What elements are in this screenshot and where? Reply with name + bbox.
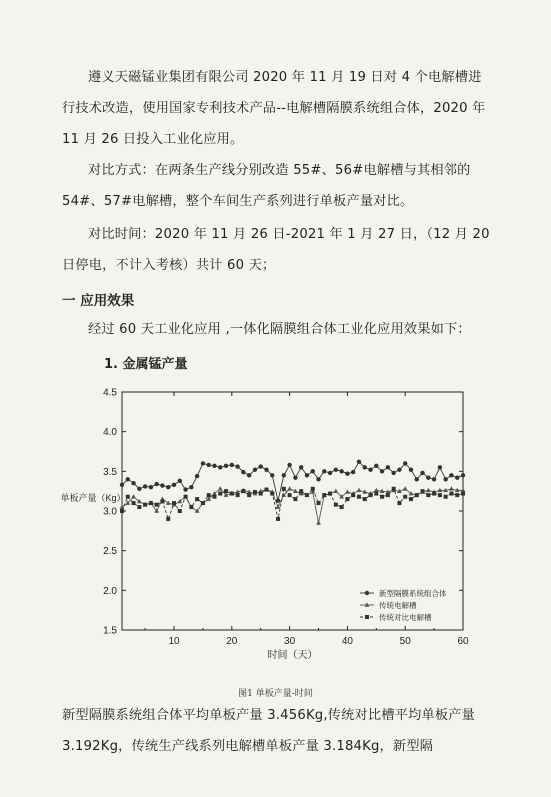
series-1-point (322, 469, 326, 473)
series-1-point (368, 468, 372, 472)
legend-marker (365, 591, 369, 595)
series-2-point (449, 486, 454, 490)
series-3-point (392, 487, 396, 491)
series-1-point (420, 471, 424, 475)
paragraph-5: 新型隔膜系统组合体平均单板产量 3.456Kg,传统对比槽平均单板产量 3.192Kg，传统生产线系列电解槽单板产量 3.184Kg，新型隔 (62, 708, 476, 754)
series-1-point (449, 473, 453, 477)
series-1-point (415, 477, 419, 481)
series-1-point (409, 468, 413, 472)
series-3-point (311, 487, 315, 491)
series-3-point (421, 489, 425, 493)
series-2-point (120, 504, 125, 508)
x-axis-label: 时间（天） (267, 650, 318, 661)
series-1-point (178, 479, 182, 483)
series-3-point (305, 493, 309, 497)
y-tick-label: 2.5 (103, 546, 117, 558)
series-3-point (189, 505, 193, 509)
series-3-point (351, 493, 355, 497)
series-1-point (293, 475, 297, 479)
x-tick-label: 10 (168, 636, 180, 647)
series-3-point (207, 493, 211, 497)
y-tick-label: 1.5 (103, 625, 117, 637)
series-1-point (201, 461, 205, 465)
series-1-point (253, 468, 257, 472)
series-1-point (149, 485, 153, 489)
series-1-point (131, 481, 135, 485)
series-1-point (386, 465, 390, 469)
series-1-point (172, 483, 176, 487)
series-1-point (287, 463, 291, 467)
x-tick-label: 50 (399, 636, 411, 647)
series-2-point (345, 489, 350, 493)
series-3-point (247, 493, 251, 497)
series-3-point (438, 493, 442, 497)
series-3-point (334, 503, 338, 507)
series-3-point (282, 487, 286, 491)
series-3-point (415, 493, 419, 497)
series-2-point (426, 488, 431, 492)
y-tick-label: 2.0 (103, 585, 117, 597)
paragraph-3: 对比时间：2020 年 11 月 26 日-2021 年 1 月 27 日，（12 月 20 日停电，不计入考核）共计 60 天； (62, 227, 490, 273)
series-3-point (461, 492, 465, 496)
series-3-point (120, 509, 124, 513)
series-3-point (259, 492, 263, 496)
paragraph-1: 遵义天磁锰业集团有限公司 2020 年 11 月 19 日对 4 个电解槽进行技术改造，使用国家专利技术产品--电解槽隔膜系统组合体，2020 年 11 月 26 日投入工业化应用。 (62, 70, 486, 147)
series-3-point (270, 492, 274, 496)
series-1-point (426, 475, 430, 479)
series-3-point (432, 492, 436, 496)
series-1-point (432, 477, 436, 481)
subsection-heading: 1. 金属锰产量 (104, 357, 188, 372)
series-3-point (155, 503, 159, 507)
series-3-point (137, 505, 141, 509)
series-1-point (241, 470, 245, 474)
series-2-point (357, 488, 362, 492)
series-1-point (143, 484, 147, 488)
series-3-point (230, 492, 234, 496)
series-3-point (143, 503, 147, 507)
series-2-point (276, 504, 281, 508)
series-1-point (305, 473, 309, 477)
series-1-point (212, 464, 216, 468)
chart-container (55, 382, 485, 682)
series-1-point (339, 469, 343, 473)
series-3-point (397, 501, 401, 505)
y-axis-label: 单板产量（Kg） (60, 493, 126, 503)
series-3-point (166, 517, 170, 521)
series-3-point (276, 517, 280, 521)
series-1-point (247, 473, 251, 477)
series-3-point (403, 495, 407, 499)
series-2-point (333, 489, 338, 493)
series-3-point (218, 492, 222, 496)
series-1-point (334, 468, 338, 472)
series-1-point (137, 487, 141, 491)
series-1-point (438, 465, 442, 469)
x-tick-label: 20 (226, 636, 238, 647)
series-1-point (270, 473, 274, 477)
series-1-point (380, 469, 384, 473)
series-1-point (363, 465, 367, 469)
series-3-point (426, 493, 430, 497)
series-3-point (363, 497, 367, 501)
series-3-point (288, 493, 292, 497)
series-3-point (322, 493, 326, 497)
series-3-point (299, 489, 303, 493)
y-tick-label: 4.5 (103, 387, 117, 399)
series-1-point (345, 472, 349, 476)
y-tick-label: 3.0 (103, 506, 117, 518)
series-3-point (236, 493, 240, 497)
series-1-point (154, 482, 158, 486)
series-3-point (409, 497, 413, 501)
series-3-point (184, 495, 188, 499)
series-3-point (160, 499, 164, 503)
series-2-point (316, 520, 321, 524)
series-3-point (328, 492, 332, 496)
x-tick-label: 30 (284, 636, 296, 647)
series-1-point (391, 471, 395, 475)
series-3-point (380, 495, 384, 499)
series-3-point (449, 492, 453, 496)
series-3-point (201, 501, 205, 505)
section-heading: 一 应用效果 (62, 293, 135, 309)
series-3-point (374, 492, 378, 496)
series-1-point (230, 463, 234, 467)
series-2-point (374, 488, 379, 492)
series-3-point (340, 505, 344, 509)
series-3-point (172, 501, 176, 505)
series-2-point (166, 500, 171, 504)
legend-label: 新型隔膜系统组合体 (379, 589, 447, 598)
y-tick-label: 3.5 (103, 466, 117, 478)
series-3-point (455, 493, 459, 497)
series-1-point (264, 468, 268, 472)
series-3-point (178, 509, 182, 513)
series-1-point (195, 474, 199, 478)
series-1-point (235, 464, 239, 468)
series-3-point (132, 501, 136, 505)
series-1-point (461, 473, 465, 477)
series-1-point (166, 485, 170, 489)
series-1-point (126, 477, 130, 481)
series-3-point (212, 495, 216, 499)
legend-marker (365, 615, 369, 619)
series-1-point (443, 477, 447, 481)
series-1-point (189, 485, 193, 489)
series-1-point (160, 483, 164, 487)
series-1-point (316, 477, 320, 481)
series-1-point (224, 464, 228, 468)
series-2-point (131, 494, 136, 498)
series-1-point (120, 483, 124, 487)
paragraph-4: 经过 60 天工业化应用 ,一体化隔膜组合体工业化应用效果如下： (88, 322, 471, 337)
series-1-point (218, 465, 222, 469)
x-tick-label: 60 (457, 636, 469, 647)
paragraph-2: 对比方式：在两条生产线分别改造 55#、56#电解槽与其相邻的 54#、57#电解槽，整个车间生产系列进行单板产量对比。 (62, 163, 471, 209)
series-3-point (149, 501, 153, 505)
figure-caption: 图1 单板产量-时间 (238, 689, 313, 699)
series-1-point (259, 464, 263, 468)
x-tick-label: 40 (341, 636, 353, 647)
series-1-point (299, 465, 303, 469)
legend-label: 传统对比电解槽 (379, 613, 432, 622)
legend-label: 传统电解槽 (379, 601, 417, 610)
series-3-point (317, 501, 321, 505)
series-1-point (328, 471, 332, 475)
series-2-point (218, 486, 223, 490)
series-1-point (351, 470, 355, 474)
series-3-point (369, 493, 373, 497)
series-3-point (357, 495, 361, 499)
series-3-point (241, 489, 245, 493)
series-3-point (444, 495, 448, 499)
series-1-point (311, 469, 315, 473)
series-3-point (224, 489, 228, 493)
series-3-point (386, 493, 390, 497)
series-1-point (455, 475, 459, 479)
series-2-point (287, 486, 292, 490)
series-1-point (397, 468, 401, 472)
series-1-point (206, 463, 210, 467)
series-1-point (374, 464, 378, 468)
series-1-point (183, 487, 187, 491)
series-3-point (264, 488, 268, 492)
series-3-point (126, 495, 130, 499)
series-1-point (403, 461, 407, 465)
series-1-point (282, 473, 286, 477)
series-2-point (403, 486, 408, 490)
series-3-point (293, 497, 297, 501)
production-chart (55, 382, 485, 682)
series-3-point (345, 497, 349, 501)
series-3-point (253, 490, 257, 494)
y-tick-label: 4.0 (103, 427, 117, 439)
series-1-point (357, 460, 361, 464)
series-3-point (195, 497, 199, 501)
